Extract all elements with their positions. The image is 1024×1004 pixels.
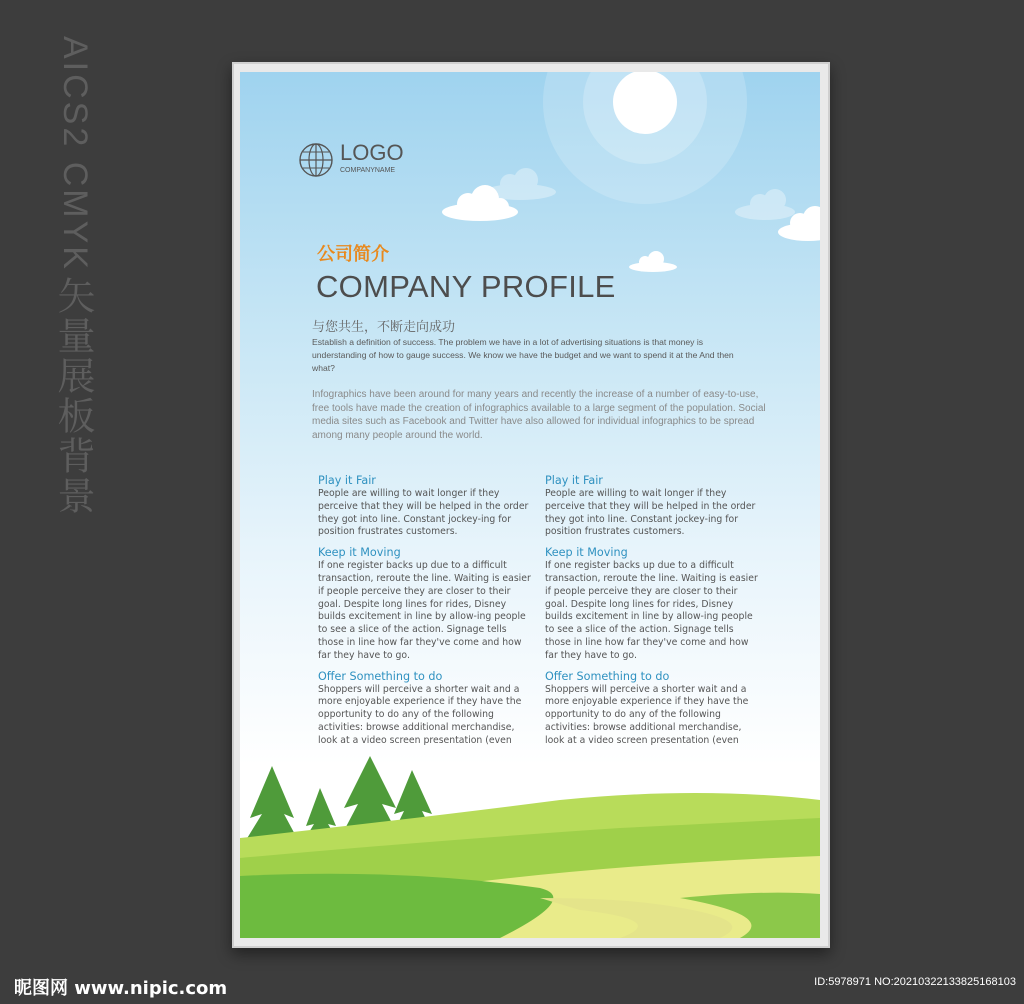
section-body: People are willing to wait longer if they perceive that they will be helped in the order they got into line. Constant jockey-ing for position frustrates customers. (318, 488, 529, 538)
section-body: People are willing to wait longer if they perceive that they will be helped in the order they got into line. Constant jockey-ing for position frustrates customers. (545, 488, 756, 538)
poster-frame (232, 62, 830, 948)
globe-icon (298, 142, 334, 178)
section-play-fair (545, 474, 760, 539)
section-title: Keep it Moving (545, 546, 628, 560)
cloud-small-icon (629, 251, 677, 272)
section-body: If one register backs up due to a difficult transaction, reroute the line. Waiting is easier if people perceive they are closer to their goal. Despite long lines for rides, Disney builds excitement in line by allow-ing people to see a slice of the action. Signage tells those in line how far they've come and how far they have to go. (545, 560, 758, 661)
side-caption-english: AICS2 CMYK (56, 36, 94, 272)
section-body: Shoppers will perceive a shorter wait and a more enjoyable experience if they have the opportunity to do any of the following activities: browse additional merchandise, look at a video screen presentation (even (545, 683, 749, 746)
title-chinese: 公司简介 (317, 244, 389, 265)
section-title: Offer Something to do (545, 669, 670, 683)
section-body: If one register backs up due to a difficult transaction, reroute the line. Waiting is easier if people perceive they are closer to their goal. Despite long lines for rides, Disney builds excitement in line by allow-ing people to see a slice of the action. Signage tells those in line how far they've come and how far they have to go. (318, 560, 531, 661)
logo-title: LOGO (340, 140, 404, 165)
section-title: Offer Something to do (318, 669, 443, 683)
section-body: Shoppers will perceive a shorter wait and a more enjoyable experience if they have the opportunity to do any of the following activities: browse additional merchandise, look at a video screen presentation (even (318, 683, 522, 746)
landscape-illustration (240, 748, 820, 938)
watermark-id: ID:5978971 NO:20210322133825168103 (814, 976, 1016, 988)
side-caption-chinese: 矢量展板背景 (51, 275, 93, 516)
intro-paragraph-1: Establish a definition of success. The problem we have in a lot of advertising situations is that money is understanding of how to gauge success. We know we have the budget and we want to spend it at the And then what? (312, 337, 734, 373)
poster (240, 72, 820, 938)
section-keep-moving (318, 546, 533, 662)
company-logo (298, 142, 404, 178)
section-offer-something (318, 670, 533, 748)
title-english: COMPANY PROFILE (316, 269, 616, 304)
slogan: 与您共生，不断走向成功 (312, 320, 456, 335)
section-play-fair (318, 474, 533, 539)
section-offer-something (545, 670, 760, 748)
cloud-faint-icon (484, 168, 556, 200)
logo-subtitle: COMPANYNAME (340, 167, 396, 174)
section-title: Keep it Moving (318, 546, 401, 560)
section-title: Play it Fair (318, 474, 376, 487)
cloud-right-faint-icon (735, 189, 795, 220)
section-title: Play it Fair (545, 474, 603, 487)
text-column-right (545, 474, 760, 755)
intro-paragraph-2: Infographics have been around for many years and recently the increase of a number of easy-to-use, free tools have made the creation of infographics available to a large segment of the population. Social media sites such as Facebook and Twitter have also allowed for individual infographics to be spread among many people around the world. (312, 389, 766, 441)
poster-side-caption (52, 36, 92, 516)
section-keep-moving (545, 546, 760, 662)
text-column-left (318, 474, 533, 755)
watermark-site: 昵图网 www.nipic.com (14, 978, 228, 999)
sun-icon (613, 72, 677, 134)
